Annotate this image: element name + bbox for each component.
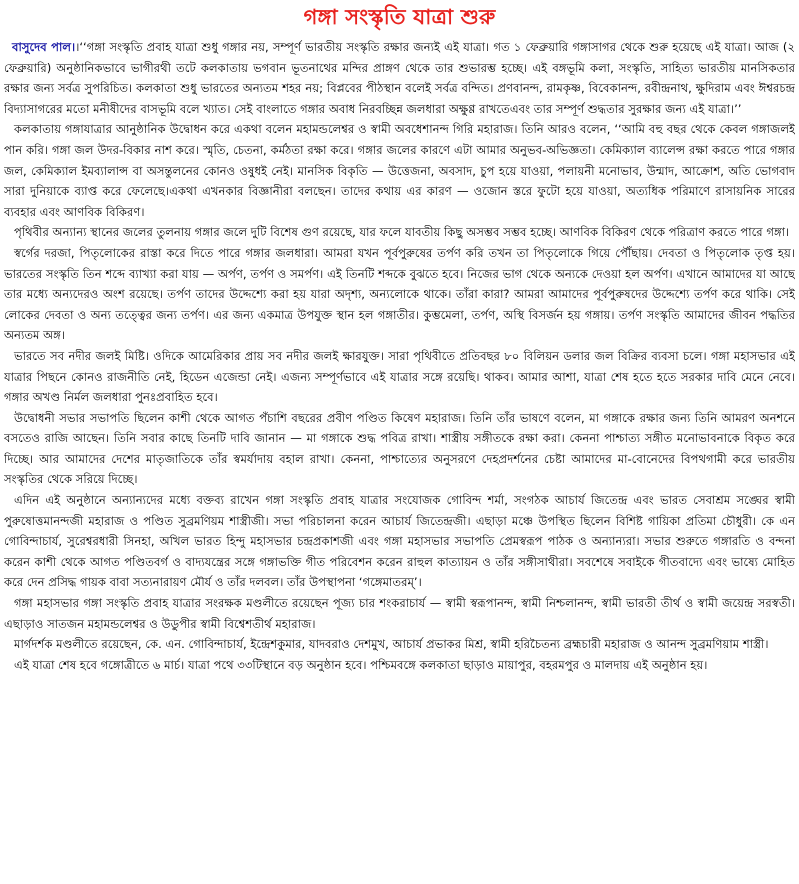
paragraph-9: মার্গদর্শক মণ্ডলীতে রয়েছেন, কে. এন. গোবিন্দাচার্য, ইন্দ্রেশকুমার, যাদবরাও দেশমুখ, আচার্য প্রভাকর মিশ্র, স্বামী হরিচৈতন্য ব্রহ্মচারী মহারাজ ও আনন্দ সুব্রমণিয়াম শাস্ত্রী। [14,637,769,652]
paragraph-1 [4,37,795,119]
paragraph-7: এদিন এই অনুষ্ঠানে অন্যান্যদের মধ্যে বক্তব্য রাখেন গঙ্গা সংস্কৃতি প্রবাহ যাত্রার সংযোজক গোবিন্দ শর্মা, সংগঠক আচার্য জিতেন্দ্র এবং ভারত সেবাশ্রম সঙ্ঘের স্বামী পুরুষোত্তমানন্দজী মহারাজ ও পণ্ডিত সুব্রমণিয়ম শাস্ত্রীজী। সভা পরিচালনা করেন আচার্য জিতেন্দ্রজী। এছাড়া মঞ্চে উপস্থিত ছিলেন বিশিষ্ট গায়িকা প্রতিমা চৌধুরী। কে এন গোবিন্দাচার্য, সুরেশ্বরধারী সিনহা, অখিল ভারত হিন্দু মহাসভার চন্দ্রপ্রকাশজী এবং গঙ্গা মহাসভার সভাপতি প্রেমস্বরূপ পাঠক ও অন্যান্যরা। সভার শুরুতে গঙ্গারতি ও বন্দনা করেন কাশী থেকে আগত পণ্ডিতবর্গ ও বাদ্যযন্ত্রের সঙ্গে গঙ্গাভক্তি গীত পরিবেশন করেন রাহুল কাত্যায়ন ও তাঁর সঙ্গীসাথীরা। সবশেষে সবাইকে গীতবাদ্যে এবং ভাষ্যে মোহিত করে দেন প্রসিদ্ধ গায়ক বাবা সত্যনারায়ণ মৌর্য ও তাঁর দলবল। তাঁর উপস্থাপনা ‘গঙ্গেমাতরম্’। [4,493,795,590]
paragraph-6: উদ্বোধনী সভার সভাপতি ছিলেন কাশী থেকে আগত পঁচাশি বছরের প্রবীণ পণ্ডিত কিষেণ মহারাজ। তিনি তাঁর ভাষণে বলেন, মা গঙ্গাকে রক্ষার জন্য তিনি আমরণ অনশনে বসতেও রাজি আছেন। তিনি সবার কাছে তিনটি দাবি জানান — মা গঙ্গাকে শুদ্ধ পবিত্র রাখা। শাস্ত্রীয় সঙ্গীতকে রক্ষা করা। কেননা পাশ্চাত্য সঙ্গীত মনোভাবনাকে বিকৃত করে দিচ্ছে। আর আমাদের দেশের মাতৃজাতিকে তাঁর স্বমর্যাদায় বহাল রাখা। কেননা, পাশ্চাত্যের অনুসরণে দেহপ্রদর্শনের চেষ্টা আমাদের মা-বোনেদের বিপথগামী করে ভারতীয় সংস্কৃতির থেকে সরিয়ে দিচ্ছে। [4,410,795,487]
paragraph-2: কলকাতায় গঙ্গাযাত্রার আনুষ্ঠানিক উদ্বোধন করে একথা বলেন মহামন্ডলেশ্বর ও স্বামী অবধেশানন্দ গিরি মহারাজ। তিনি আরও বলেন, ‘‘আমি বহু বছর থেকে কেবল গঙ্গাজলই পান করি। গঙ্গা জল উদর-বিকার নাশ করে। স্মৃতি, চেতনা, কর্মঠতা রক্ষা করে। গঙ্গার জলের কারণে এটা আমার অনুভব-অভিজ্ঞতা। কেমিক্যাল ব্যালেন্স রক্ষা করতে পারে গঙ্গার জল, কেমিক্যাল ইমব্যালান্স বা অসন্তুলনের কোনও ওষুধই নেই। মানসিক বিকৃতি — উত্তেজনা, অবসাদ, চুপ হয়ে যাওয়া, পলায়নী মনোভাব, উন্মাদ, আক্রোশ, অতি ভোগবাদ সারা দুনিয়াকে ব্যাপ্ত করে ফেলেছে।একথা এখনকার বিজ্ঞানীরা বলছেন। তাদের কথায় এর কারণ — ওজোন স্তরে ফুটো হয়ে যাওয়া, অত্যধিক পরিমাণে রাসায়নিক সারের ব্যবহার এবং আণবিক বিকিরণ। [4,122,795,219]
headline: গঙ্গা সংস্কৃতি যাত্রা শুরু [303,5,496,29]
author-byline: বাসুদেব পাল। [12,40,76,54]
paragraph-5: ভারতে সব নদীর জলই মিষ্টি। ওদিকে আমেরিকার প্রায় সব নদীর জলই ক্ষারযুক্ত। সারা পৃথিবীতে প্রতিবছর ৮০ বিলিয়ন ডলার জল বিক্রির ব্যবসা চলে। গঙ্গা মহাসভার এই যাত্রার পিছনে কোনও রাজনীতি নেই, হিডেন এজেন্ডা নেই। এজন্য সম্পূর্ণভাবে এই যাত্রার সঙ্গে রয়েছি। থাকব। আমার আশা, যাত্রা শেষ হতে হতে সরকার দাবি মেনে নেবে। গঙ্গার অখণ্ড নির্মল জলধারা পুনঃপ্রবাহিত হবে। [4,348,795,405]
paragraph-8: গঙ্গা মহাসভার গঙ্গা সংস্কৃতি প্রবাহ যাত্রার সংরক্ষক মণ্ডলীতে রয়েছেন পূজ্য চার শংকরাচার্য — স্বামী স্বরূপানন্দ, স্বামী নিশ্চলানন্দ, স্বামী ভারতী তীর্থ ও স্বামী জয়েন্দ্র সরস্বতী। এছাড়াও সাতজন মহামন্ডলেশ্বর ও উডুপীর স্বামী বিশ্বেশতীর্থ মহারাজ। [4,596,795,631]
article-page [4,0,795,884]
paragraph-1-text: ।‘‘গঙ্গা সংস্কৃতি প্রবাহ যাত্রা শুধু গঙ্গার নয়, সম্পূর্ণ ভারতীয় সংস্কৃতি রক্ষার জন্যই এই যাত্রা। গত ১ ফেব্রুয়ারি গঙ্গাসাগর থেকে শুরু হয়েছে এই যাত্রা। আজ (২ ফেব্রুয়ারি) অনুষ্ঠানিকভাবে ভাগীরথী তটে কলকাতায় ভগবান ভূতনাথের মন্দির প্রাঙ্গণ থেকে তার শুভারম্ভ হচ্ছে। এই বঙ্গভূমি কলা, সংস্কৃতি, সাহিত্য ভারতীয় মানসিকতার রক্ষার জন্য সর্বত্র সুপরিচিত। কলকাতা শুধু ভারতের অন্যতম শহর নয়; বিপ্লবের পীঠস্থান বলেই সর্বত্র বন্দিত। প্রণবানন্দ, রামকৃষ্ণ, বিবেকানন্দ, রবীন্দ্রনাথ, ক্ষুদিরাম এবং ঈশ্বরচন্দ্র বিদ্যাসাগরের মতো মনীষীদের বাসভূমি বলে খ্যাত। সেই বাংলাতে গঙ্গার অবাধ নিরবচ্ছিন্ন জলধারা অক্ষুণ্ণ রাখতেএবং তার সম্পূর্ণ শুদ্ধতার সুরক্ষার জন্য এই যাত্রা।’’ [4,40,795,116]
paragraph-3: পৃথিবীর অন্যান্য স্থানের জলের তুলনায় গঙ্গার জলে দুটি বিশেষ গুণ রয়েছে, যার ফলে যাবতীয় কিছু অসম্ভব সম্ভব হচ্ছে। আণবিক বিকিরণ থেকে পরিত্রাণ করতে পারে গঙ্গা। [14,225,790,240]
paragraph-10: এই যাত্রা শেষ হবে গঙ্গোত্রীতে ৬ মার্চ। যাত্রা পথে ৩৩টিস্থানে বড় অনুষ্ঠান হবে। পশ্চিমবঙ্গে কলকাতা ছাড়াও মায়াপুর, বহরমপুর ও মালদায় এই অনুষ্ঠান হয়। [14,657,708,672]
article-body [4,37,795,675]
paragraph-4: স্বর্গের দরজা, পিতৃলোকের রাস্তা করে দিতে পারে গঙ্গার জলধারা। আমরা যখন পূর্বপুরুষের তর্পণ করি তখন তা পিতৃলোকে গিয়ে পৌঁছায়। দেবতা ও পিতৃলোক তৃপ্ত হয়। ভারতের সংস্কৃতি তিন শব্দে ব্যাখ্যা করা যায় — অর্পণ, তর্পণ ও সমর্পণ। এই তিনটি শব্দকে বুঝতে হবে। নিজের ভাগ থেকে অন্যকে দেওয়া হল অর্পণ। এখানে আমাদের যা আছে তার মধ্যে অন্যদেরও অংশ রয়েছে। তর্পণ তাদের উদ্দেশ্যে করা হয় যারা অদৃশ্য, অন্যলোকে থাকে। তাঁরা কারা? আমরা আমাদের পূর্বপুরুষদের উদ্দেশ্যে তর্পণ করে থাকি। সেই লোকের দেবতা ও অন্য তত্ত্বের জন্য তর্পণ। এর জন্য একমাত্র উপযুক্ত স্থান হল গঙ্গাতীর। কুম্ভমেলা, তর্পণ, অস্থি বিসর্জন হয় গঙ্গায়। তর্পণ সংস্কৃতি আমাদের জীবন পদ্ধতির অন্যতম অঙ্গ। [4,245,795,343]
